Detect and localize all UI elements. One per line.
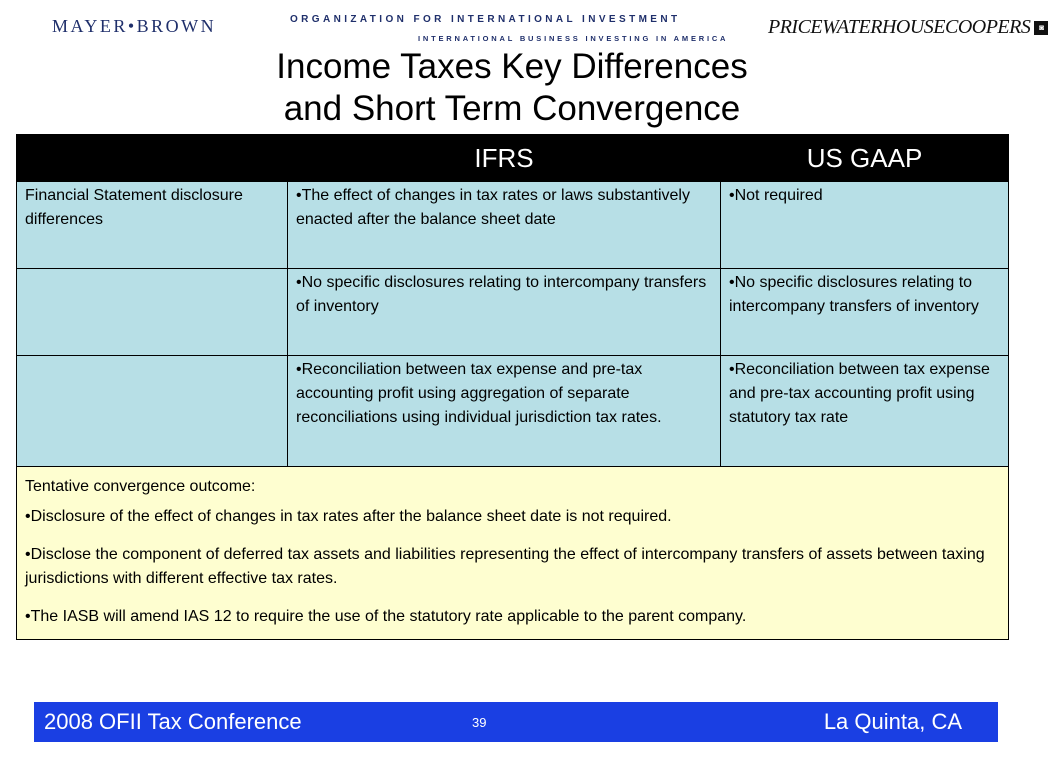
footer-conference: 2008 OFII Tax Conference: [44, 709, 302, 734]
ofii-logo: [290, 14, 729, 43]
ifrs-cell: •No specific disclosures relating to intercompany transfers of inventory: [288, 269, 721, 356]
differences-table: [16, 134, 1009, 640]
footer-bar: [34, 702, 998, 742]
pwc-logo: [768, 16, 1048, 39]
table-row: [17, 269, 1009, 356]
summary-bullet: •Disclosure of the effect of changes in tax rates after the balance sheet date is not required.: [25, 508, 672, 525]
usgaap-cell: •Reconciliation between tax expense and pre-tax accounting profit using statutory tax rate: [721, 356, 1009, 467]
row-label: [17, 356, 288, 467]
summary-bullet: •The IASB will amend IAS 12 to require the use of the statutory rate applicable to the parent company.: [25, 608, 747, 625]
usgaap-cell: •No specific disclosures relating to intercompany transfers of inventory: [721, 269, 1009, 356]
slide-title: [0, 46, 1024, 130]
table-row: [17, 356, 1009, 467]
table-header-blank: [17, 135, 288, 182]
row-label: Financial Statement disclosure differences: [17, 182, 288, 269]
slide-title-line1: Income Taxes Key Differences: [276, 47, 748, 86]
table-header-usgaap: US GAAP: [721, 135, 1009, 182]
table-header-row: [17, 135, 1009, 182]
mayer-brown-logo: MAYER•BROWN: [52, 16, 217, 36]
ifrs-cell: •Reconciliation between tax expense and pre-tax accounting profit using aggregation of separate reconciliations using individual jurisdiction tax rates.: [288, 356, 721, 467]
ifrs-cell: •The effect of changes in tax rates or laws substantively enacted after the balance sheet date: [288, 182, 721, 269]
convergence-summary-cell: [17, 467, 1009, 640]
usgaap-cell: •Not required: [721, 182, 1009, 269]
table-row: [17, 182, 1009, 269]
footer-location: La Quinta, CA: [823, 709, 962, 734]
pwc-logo-text: PRICEWATERHOUSECOOPERS: [768, 16, 1031, 38]
row-label: [17, 269, 288, 356]
ofii-logo-line2: INTERNATIONAL BUSINESS INVESTING IN AMERICA: [418, 34, 729, 43]
slide-title-line2: and Short Term Convergence: [283, 89, 741, 128]
table-header-ifrs: IFRS: [288, 135, 721, 182]
summary-bullet: •Disclose the component of deferred tax assets and liabilities representing the effect of intercompany transfers of assets between taxing jurisdictions with different effective tax rates.: [25, 546, 985, 587]
page-number: 39: [472, 715, 487, 730]
pwc-mark-icon: ◙: [1034, 21, 1048, 35]
convergence-summary-row: [17, 467, 1009, 640]
summary-heading: Tentative convergence outcome:: [25, 478, 256, 495]
ofii-logo-line1: ORGANIZATION FOR INTERNATIONAL INVESTMENT: [290, 14, 681, 25]
